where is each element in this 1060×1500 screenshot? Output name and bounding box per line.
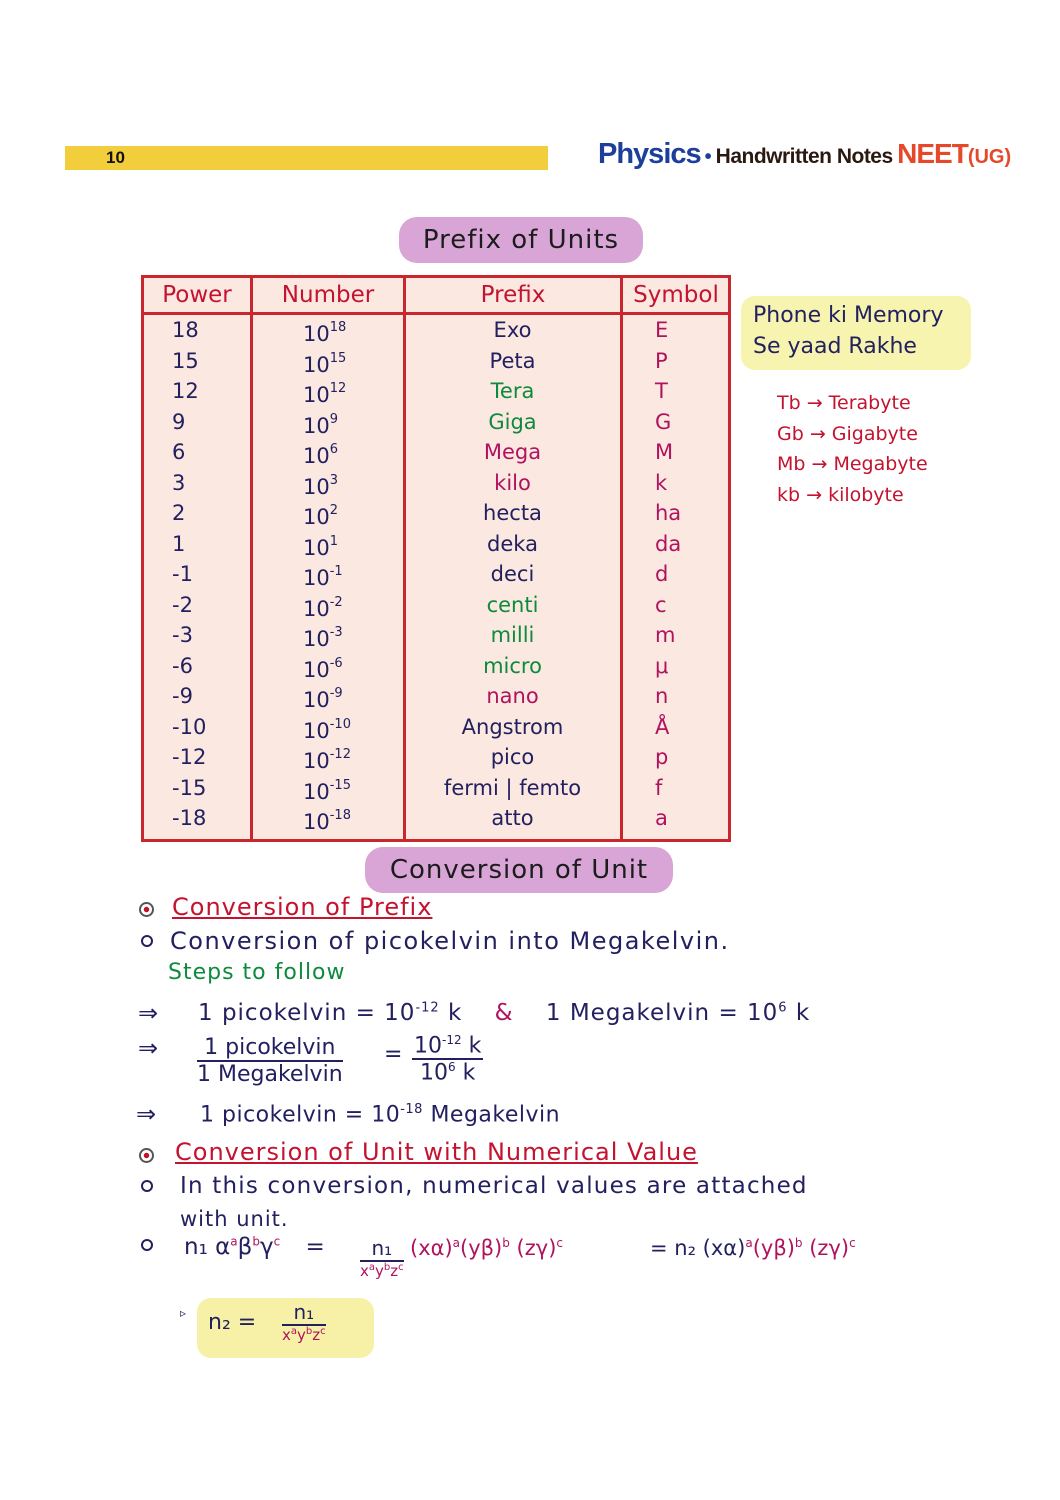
- fraction-powers: [412, 1033, 483, 1086]
- eq-mid-numerator: n₁: [360, 1236, 404, 1262]
- power-cell: 15: [172, 348, 199, 373]
- table-row: [144, 773, 728, 804]
- bullet-icon: [141, 935, 153, 947]
- prefix-cell: Peta: [489, 348, 536, 373]
- number-cell: [251, 529, 404, 559]
- prefix-cell: fermi | femto: [443, 775, 582, 800]
- eq-mid-fraction: [360, 1236, 404, 1280]
- number-exponent: -10: [329, 716, 351, 732]
- page-number: 10: [106, 148, 125, 167]
- fraction-pico-mega: [197, 1035, 343, 1087]
- symbol-cell: T: [655, 379, 668, 403]
- exponent: c: [273, 1234, 281, 1249]
- equation-rhs: [650, 1236, 856, 1260]
- number-base: 10: [303, 657, 330, 682]
- number-base: 10: [303, 779, 330, 804]
- base: 10: [414, 1033, 442, 1059]
- unit: k: [462, 1060, 476, 1086]
- number-base: 10: [303, 688, 330, 712]
- result-fraction: [282, 1300, 326, 1344]
- table-row: [144, 529, 728, 560]
- number-base: 10: [303, 535, 330, 560]
- exam-label: NEET: [897, 138, 968, 169]
- header-symbol: Symbol: [633, 282, 719, 308]
- power-cell: -1: [172, 562, 193, 586]
- number-exponent: 12: [329, 381, 347, 396]
- den-x: x: [282, 1326, 291, 1344]
- number-exponent: -9: [329, 686, 343, 701]
- table-row: [144, 712, 728, 743]
- bullet-icon: [139, 1148, 154, 1163]
- symbol-cell: ha: [655, 501, 682, 525]
- number-base: 10: [303, 505, 330, 529]
- eq-n1-alpha: n₁ α: [184, 1234, 231, 1260]
- table-row: [144, 590, 728, 621]
- table-row: [144, 559, 728, 590]
- power-cell: 18: [172, 318, 199, 342]
- symbol-cell: P: [655, 348, 668, 373]
- rhs-n2: = n₂ (xα): [650, 1236, 746, 1260]
- term-z: (zγ): [516, 1236, 557, 1260]
- point2-line2: with unit.: [180, 1207, 289, 1231]
- header-prefix: Prefix: [480, 282, 546, 308]
- result-lhs: n₂ =: [208, 1310, 257, 1335]
- prefix-cell: Angstrom: [461, 714, 564, 739]
- number-cell: [251, 590, 404, 620]
- prefix-cell: Giga: [488, 409, 537, 434]
- fraction2-numerator: [412, 1033, 483, 1060]
- power-cell: 6: [172, 440, 186, 464]
- table-row: [144, 437, 728, 468]
- step3-right: Megakelvin: [430, 1102, 561, 1128]
- power-cell: -10: [172, 714, 207, 739]
- separator-dot: •: [704, 146, 712, 168]
- memory-tip-box: [741, 296, 971, 370]
- prefix-cell: deci: [490, 562, 535, 586]
- exponent: c: [556, 1236, 563, 1250]
- number-cell: [251, 498, 404, 528]
- fraction2-denominator: [412, 1060, 483, 1085]
- prefix-cell: centi: [486, 592, 539, 617]
- prefix-cell: nano: [486, 684, 539, 708]
- number-exponent: -1: [329, 564, 343, 579]
- symbol-cell: k: [655, 470, 668, 495]
- prefix-title: Prefix of Units: [399, 217, 643, 263]
- table-row: [144, 468, 728, 499]
- bullet-icon: [141, 1239, 153, 1251]
- number-cell: [251, 651, 404, 681]
- number-base: 10: [303, 718, 330, 743]
- step3-equation: [200, 1102, 560, 1127]
- exponent: a: [368, 1262, 376, 1273]
- unit: k: [468, 1033, 482, 1059]
- equals-sign: =: [305, 1234, 325, 1260]
- steps-label: Steps to follow: [168, 960, 346, 985]
- memory-tip-line1: Phone ki Memory: [753, 303, 944, 328]
- number-base: 10: [303, 322, 330, 346]
- symbol-cell: M: [655, 440, 674, 464]
- number-exponent: 15: [329, 350, 347, 366]
- symbol-cell: f: [655, 775, 663, 800]
- step3-exp: -18: [400, 1102, 423, 1117]
- power-cell: -3: [172, 623, 193, 647]
- table-row: [144, 376, 728, 407]
- exam-suffix: (UG): [967, 146, 1012, 168]
- symbol-cell: da: [655, 531, 682, 556]
- fraction-numerator: 1 picokelvin: [197, 1035, 343, 1062]
- table-row: [144, 498, 728, 529]
- number-cell: [251, 468, 404, 498]
- number-cell: [251, 681, 404, 711]
- exponent: a: [290, 1326, 298, 1337]
- point-picokelvin: Conversion of picokelvin into Megakelvin.: [170, 927, 730, 955]
- table-row: [144, 315, 728, 346]
- number-cell: [251, 712, 404, 742]
- conversion-title: Conversion of Unit: [365, 847, 673, 893]
- fraction-denominator: 1 Megakelvin: [197, 1062, 343, 1087]
- number-exponent: 6: [329, 442, 339, 457]
- step1-right: 1 Megakelvin = 10: [545, 1000, 779, 1026]
- power-cell: -6: [172, 653, 193, 678]
- step1-exp: -12: [415, 1000, 440, 1016]
- table-row: [144, 681, 728, 712]
- number-cell: [251, 407, 404, 437]
- symbol-cell: Å: [655, 714, 670, 739]
- memory-item: Mb → Megabyte: [777, 453, 928, 475]
- result-numerator: n₁: [282, 1300, 326, 1326]
- number-base: 10: [303, 810, 330, 834]
- step1-unit2: k: [795, 1000, 811, 1026]
- marker-icon: ▹: [180, 1306, 187, 1320]
- exponent: a: [230, 1234, 238, 1249]
- equation-lhs: [184, 1234, 325, 1260]
- symbol-cell: E: [655, 318, 669, 342]
- exponent: b: [794, 1236, 803, 1250]
- exponent: a: [745, 1236, 753, 1250]
- table-row: [144, 651, 728, 682]
- header-bar: [65, 146, 548, 170]
- symbol-cell: m: [655, 623, 676, 647]
- symbol-cell: G: [655, 409, 672, 434]
- number-exponent: 3: [329, 472, 339, 488]
- number-cell: [251, 315, 404, 345]
- equation-mid-terms: [410, 1236, 563, 1260]
- number-cell: [251, 620, 404, 650]
- power-cell: -18: [172, 806, 207, 830]
- result-denominator: $x^ay^bz^c$: [282, 1326, 326, 1344]
- prefix-cell: milli: [490, 623, 535, 647]
- prefix-cell: Exo: [493, 318, 532, 342]
- power-cell: -12: [172, 745, 207, 769]
- step3-left: 1 picokelvin = 10: [200, 1102, 401, 1128]
- exponent: b: [502, 1236, 510, 1250]
- bullet-icon: [141, 1180, 153, 1192]
- number-exponent: -15: [329, 777, 351, 793]
- number-exponent: 18: [329, 320, 347, 335]
- exponent: -12: [442, 1033, 462, 1047]
- subject-label: Physics: [598, 138, 701, 170]
- term-y: (yβ): [752, 1236, 795, 1260]
- number-cell: [251, 559, 404, 589]
- number-cell: [251, 742, 404, 772]
- eq-mid-denominator: $x^ay^bz^c$: [360, 1262, 404, 1280]
- number-cell: [251, 376, 404, 406]
- number-exponent: -6: [329, 655, 343, 671]
- brand-title: [598, 138, 1011, 171]
- symbol-cell: d: [655, 562, 669, 586]
- power-cell: 2: [172, 501, 186, 525]
- eq-gamma: γ: [259, 1234, 274, 1260]
- point2-line1: In this conversion, numerical values are attached: [180, 1173, 808, 1199]
- term-x: (xα): [410, 1236, 453, 1260]
- arrow-icon: ⇒: [136, 1100, 157, 1128]
- exponent: c: [849, 1236, 856, 1250]
- arrow-icon: ⇒: [138, 999, 159, 1027]
- number-base: 10: [303, 749, 330, 773]
- sub-heading-numerical: Conversion of Unit with Numerical Value: [175, 1138, 698, 1166]
- number-exponent: 1: [329, 533, 339, 549]
- number-base: 10: [303, 596, 330, 621]
- number-base: 10: [303, 627, 330, 651]
- symbol-cell: c: [655, 592, 667, 617]
- exponent: b: [383, 1262, 391, 1273]
- eq-beta: β: [237, 1234, 253, 1260]
- number-exponent: 2: [329, 503, 339, 518]
- symbol-cell: μ: [655, 653, 669, 678]
- exponent: b: [305, 1326, 313, 1337]
- number-exponent: -12: [329, 747, 351, 762]
- arrow-icon: ⇒: [138, 1034, 159, 1062]
- prefix-cell: hecta: [483, 501, 542, 525]
- table-row: [144, 620, 728, 651]
- memory-item: Gb → Gigabyte: [777, 422, 918, 445]
- power-cell: -2: [172, 592, 193, 617]
- symbol-cell: a: [655, 806, 668, 830]
- step1-exp2: 6: [778, 1000, 788, 1016]
- number-base: 10: [303, 474, 330, 499]
- power-cell: 1: [172, 531, 186, 556]
- power-cell: -15: [172, 775, 207, 800]
- step1-amp: &: [494, 1000, 514, 1026]
- power-cell: 9: [172, 409, 186, 434]
- prefix-cell: micro: [483, 653, 542, 678]
- exponent: b: [252, 1234, 260, 1249]
- exponent: 6: [447, 1060, 456, 1075]
- table-body: [144, 315, 728, 834]
- number-base: 10: [303, 383, 330, 407]
- number-cell: [251, 773, 404, 803]
- number-exponent: -3: [329, 625, 343, 640]
- prefix-cell: deka: [487, 531, 538, 556]
- symbol-cell: n: [655, 684, 669, 708]
- base: 10: [419, 1060, 448, 1086]
- exponent: c: [320, 1326, 326, 1337]
- power-cell: 12: [172, 379, 199, 403]
- number-exponent: -18: [329, 808, 351, 823]
- header-power: Power: [162, 282, 232, 308]
- number-base: 10: [303, 413, 330, 438]
- number-cell: [251, 437, 404, 467]
- step1-left: 1 picokelvin = 10: [198, 1000, 416, 1026]
- prefix-cell: Mega: [483, 440, 542, 464]
- prefix-cell: kilo: [494, 470, 531, 495]
- prefix-table: [141, 275, 731, 842]
- prefix-cell: pico: [490, 745, 535, 769]
- symbol-cell: p: [655, 745, 669, 769]
- equals-sign: =: [384, 1042, 403, 1067]
- step1-unit: k: [447, 1000, 463, 1026]
- prefix-cell: Tera: [490, 379, 535, 403]
- number-cell: [251, 803, 404, 833]
- term-y: (yβ): [460, 1236, 503, 1260]
- step1-equation: [198, 1000, 810, 1026]
- table-row: [144, 346, 728, 377]
- memory-item: Tb → Terabyte: [777, 392, 911, 414]
- memory-tip-list: [777, 388, 928, 510]
- table-row: [144, 407, 728, 438]
- number-base: 10: [303, 566, 330, 590]
- prefix-cell: atto: [491, 806, 534, 830]
- term-z: (zγ): [809, 1236, 850, 1260]
- number-exponent: -2: [329, 594, 343, 610]
- sub-heading-prefix: Conversion of Prefix: [172, 893, 433, 921]
- memory-tip-line2: Se yaad Rakhe: [753, 334, 917, 359]
- number-cell: [251, 346, 404, 376]
- exponent: c: [398, 1262, 404, 1273]
- exponent: a: [452, 1236, 461, 1250]
- power-cell: -9: [172, 684, 193, 708]
- number-base: 10: [303, 352, 330, 377]
- table-row: [144, 742, 728, 773]
- notes-label: Handwritten Notes: [715, 145, 893, 168]
- number-base: 10: [303, 444, 330, 468]
- den-x: x: [360, 1262, 369, 1280]
- header-number: Number: [281, 282, 375, 308]
- bullet-icon: [139, 902, 154, 917]
- power-cell: 3: [172, 470, 186, 495]
- memory-item: kb → kilobyte: [777, 483, 904, 506]
- number-exponent: 9: [329, 411, 339, 427]
- table-row: [144, 803, 728, 834]
